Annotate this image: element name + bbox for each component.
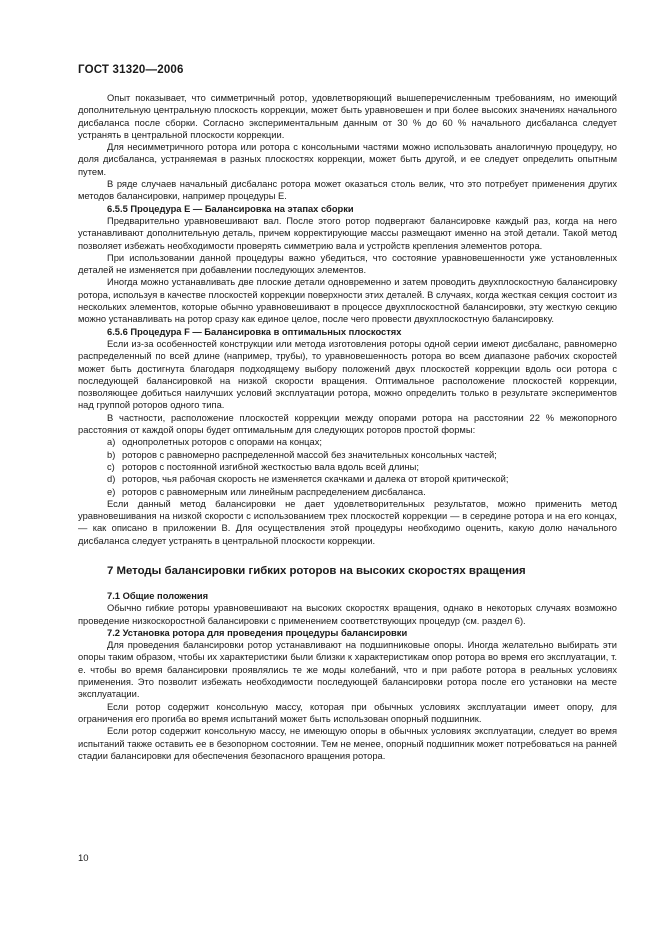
list-item-text: роторов с равномерным или линейным распределением дисбаланса. bbox=[122, 486, 426, 497]
list-item-text: роторов с равномерно распределенной массой без значительных консольных частей; bbox=[122, 449, 497, 460]
list-marker: a) bbox=[107, 437, 116, 448]
paragraph: Обычно гибкие роторы уравновешивают на высоких скоростях вращения, однако в некоторых случаях возможно проведение низкоскоростной балансировки с применением соответствующих процедур (см. раздел 6). bbox=[78, 603, 617, 626]
paragraph: Для проведения балансировки ротор устанавливают на подшипниковые опоры. Иногда желательно выбирать эти опоры таким образом, чтобы их характеристики были близки к характеристикам опор ротора во время его эксплуатации, т. е. чтобы во время балансировки проявлялись те же моды колебаний, что и при работе ротора в реальных условиях применения. Это позволит избежать необходимости последующей балансировки ротора после его установки на месте эксплуатации. bbox=[78, 640, 617, 700]
list-marker: d) bbox=[107, 474, 116, 485]
subsection-heading: 7.2 Установка ротора для проведения процедуры балансировки bbox=[107, 627, 408, 638]
list-marker: e) bbox=[107, 486, 116, 497]
list-item bbox=[78, 473, 617, 485]
paragraph: При использовании данной процедуры важно убедиться, что состояние уравновешенности уже установленных деталей не изменяется при добавлении последующих элементов. bbox=[78, 252, 617, 276]
paragraph: Иногда можно устанавливать две плоские детали одновременно и затем проводить двухплоскостную балансировку ротора, используя в качестве плоскостей коррекции поверхности этих деталей. В случаях, когда жесткая секция состоит из нескольких элементов, которые обычно уравновешивают в процессе двухплоскостной балансировки, эту жесткую секцию можно устанавливать на ротор сразу как единое целое, после чего провести двухплоскостную балансировку. bbox=[78, 277, 617, 325]
standard-header: ГОСТ 31320—2006 bbox=[78, 64, 184, 76]
list-item bbox=[78, 436, 617, 448]
list-item bbox=[78, 461, 617, 473]
list-marker: c) bbox=[107, 461, 115, 472]
list-item-text: роторов с постоянной изгибной жесткостью вала вдоль всей длины; bbox=[122, 461, 419, 472]
list-item bbox=[78, 449, 617, 461]
paragraph: Если ротор содержит консольную массу, которая при обычных условиях эксплуатации имеет опору, для ограничения его прогиба во время испытаний может быть использован опорный подшипник. bbox=[78, 701, 617, 724]
section-heading: 7 Методы балансировки гибких роторов на высоких скоростях вращения bbox=[107, 564, 526, 577]
paragraph: В ряде случаев начальный дисбаланс ротора может оказаться столь велик, что это потребует применения других методов балансировки, например процедуры Е. bbox=[78, 179, 617, 202]
subsection-heading: 7.1 Общие положения bbox=[107, 590, 209, 601]
paragraph: Если из-за особенностей конструкции или метода изготовления роторы одной серии имеют дисбаланс, равномерно распределенный по всей длине (например, трубы), то уравновешенность ротора во всем диапазоне рабочих скоростей может быть достигнута благодаря подходящему выбору положений двух плоскостей коррекции вдоль оси ротора с последующей балансировкой на низкой скорости вращения. Оптимальное расположение плоскостей коррекции, позволяющее добиться наилучших условий эксплуатации ротора, можно определить только в результате экспериментов над группой роторов одного типа. bbox=[78, 338, 617, 411]
paragraph: Для несимметричного ротора или ротора с консольными частями можно использовать аналогичную процедуру, но доля дисбаланса, устраняемая в разных плоскостях коррекции, может быть другой, и ее следует определить опытным путем. bbox=[78, 142, 617, 177]
paragraph: Опыт показывает, что симметричный ротор, удовлетворяющий вышеперечисленным требованиям, но имеющий дополнительную центральную плоскость коррекции, может быть уравновешен и при более высоких значениях начального дисбаланса после сборки. Согласно экспериментальным данным от 30 % до 60 % начального дисбаланса следует устранять в центральной плоскости коррекции. bbox=[78, 93, 617, 140]
paragraph: В частности, расположение плоскостей коррекции между опорами ротора на расстоянии 22 % межопорного расстояния от каждой опоры будет оптимальным для следующих роторов простой формы: bbox=[78, 412, 617, 436]
paragraph: Предварительно уравновешивают вал. После этого ротор подвергают балансировке каждый раз, когда на него устанавливают дополнительную деталь, причем корректирующие массы размещают именно на этой детали. Такой метод позволяет избежать необходимости проверять симметрию вала и устройств крепления элементов ротора. bbox=[78, 215, 617, 251]
page-number: 10 bbox=[78, 853, 89, 864]
paragraph: Если данный метод балансировки не дает удовлетворительных результатов, можно применить метод уравновешивания на низкой скорости с использованием трех плоскостей коррекции — в середине ротора и на его концах, — как описано в приложении В. Для осуществления этой процедуры необходимо оценить, какую долю начального дисбаланса следует устранять в центральной плоскости коррекции. bbox=[78, 498, 617, 546]
list-item-text: однопролетных роторов с опорами на концах; bbox=[122, 437, 322, 448]
subsection-heading: 6.5.6 Процедура F — Балансировка в оптимальных плоскостях bbox=[107, 326, 402, 337]
list-marker: b) bbox=[107, 449, 116, 460]
document-body bbox=[78, 92, 617, 762]
list-item bbox=[78, 486, 617, 498]
subsection-heading: 6.5.5 Процедура Е — Балансировка на этапах сборки bbox=[107, 203, 354, 214]
paragraph: Если ротор содержит консольную массу, не имеющую опоры в обычных условиях эксплуатации, следует во время испытаний также оставить ее в безопорном состоянии. Тем не менее, опорный подшипник может потребоваться на ранней стадии балансировки для обеспечения безопасного вращения ротора. bbox=[78, 726, 617, 761]
list-item-text: роторов, чья рабочая скорость не изменяется скачками и далека от второй критической; bbox=[122, 474, 509, 485]
